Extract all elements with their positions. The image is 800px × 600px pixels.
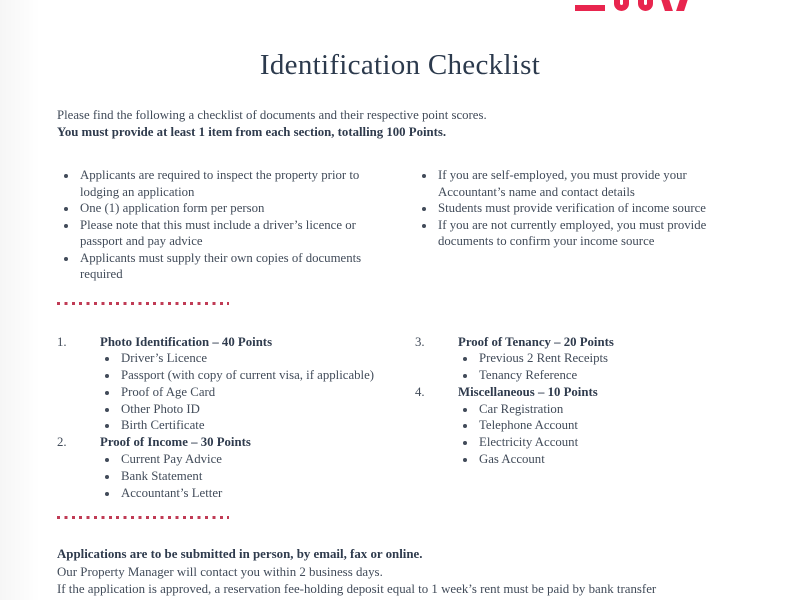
section-heading: Proof of Tenancy – 20 Points	[458, 334, 614, 349]
checklist-sections	[57, 334, 745, 502]
list-item: • Electricity Account	[477, 434, 745, 451]
section-heading: Proof of Income – 30 Points	[100, 435, 251, 450]
list-item: • Students must provide verification of income source	[436, 200, 745, 217]
list-item: • Telephone Account	[477, 417, 745, 434]
section-photo-identification	[57, 334, 397, 435]
footer-paragraph	[57, 546, 800, 599]
list-item: • Other Photo ID	[119, 401, 397, 418]
section-number: 4.	[415, 384, 425, 399]
list-item: • One (1) application form per person	[78, 200, 397, 217]
list-item: • Please note that this must include a driver’s licence or passport and pay advice	[78, 217, 397, 250]
logo-letter-shape	[638, 0, 653, 11]
dotted-divider	[57, 516, 229, 519]
brand-logo-cropped	[575, 0, 715, 11]
notes-columns	[57, 167, 745, 283]
list-item: • Applicants are required to inspect the property prior to lodging an application	[78, 167, 397, 200]
list-item: • Car Registration	[477, 401, 745, 418]
section-number: 2.	[57, 435, 67, 450]
list-item: • Passport (with copy of current visa, if applicable)	[119, 367, 397, 384]
list-item: • Bank Statement	[119, 468, 397, 485]
list-item: • If you are not currently employed, you must provide documents to confirm your income source	[436, 217, 745, 250]
logo-letter-shape	[614, 0, 629, 11]
section-proof-of-tenancy	[415, 334, 745, 384]
page-edge-shadow	[0, 0, 40, 600]
list-item: • Applicants must supply their own copies of documents required	[78, 250, 397, 283]
section-proof-of-income	[57, 434, 397, 501]
section-items	[458, 350, 745, 384]
list-item: • Proof of Age Card	[119, 384, 397, 401]
page-title: Identification Checklist	[259, 49, 541, 81]
section-number: 1.	[57, 334, 67, 349]
intro-paragraph	[57, 107, 800, 141]
list-item: • Birth Certificate	[119, 417, 397, 434]
logo-letter-shape	[659, 0, 673, 11]
list-item: • Gas Account	[477, 451, 745, 468]
list-item: • Accountant’s Letter	[119, 485, 397, 502]
list-item: • If you are self-employed, you must provide your Accountant’s name and contact details	[436, 167, 745, 200]
dotted-divider	[57, 302, 229, 305]
list-item: • Previous 2 Rent Receipts	[477, 350, 745, 367]
intro-line-bold: You must provide at least 1 item from each section, totalling 100 Points.	[57, 125, 447, 139]
section-items	[100, 350, 397, 434]
logo-letter-shape	[575, 5, 605, 11]
section-miscellaneous	[415, 384, 745, 468]
list-item: • Current Pay Advice	[119, 451, 397, 468]
sections-column-right	[415, 334, 745, 502]
footer-line: Our Property Manager will contact you within 2 business days.	[57, 564, 383, 579]
section-items	[458, 401, 745, 468]
footer-line: If the application is approved, a reservation fee-holding deposit equal to 1 week’s rent must be paid by bank transfer	[57, 582, 657, 597]
list-item: • Driver’s Licence	[119, 350, 397, 367]
section-heading: Miscellaneous – 10 Points	[458, 384, 598, 399]
section-number: 3.	[415, 334, 425, 349]
logo-letter-shape	[676, 0, 690, 11]
notes-list-left	[57, 167, 397, 283]
section-items	[100, 451, 397, 501]
section-heading: Photo Identification – 40 Points	[100, 334, 273, 349]
intro-line: Please find the following a checklist of documents and their respective point scores.	[57, 108, 487, 122]
list-item: • Tenancy Reference	[477, 367, 745, 384]
sections-column-left	[57, 334, 397, 502]
notes-list-right	[415, 167, 745, 283]
footer-line-bold: Applications are to be submitted in person, by email, fax or online.	[57, 547, 423, 562]
